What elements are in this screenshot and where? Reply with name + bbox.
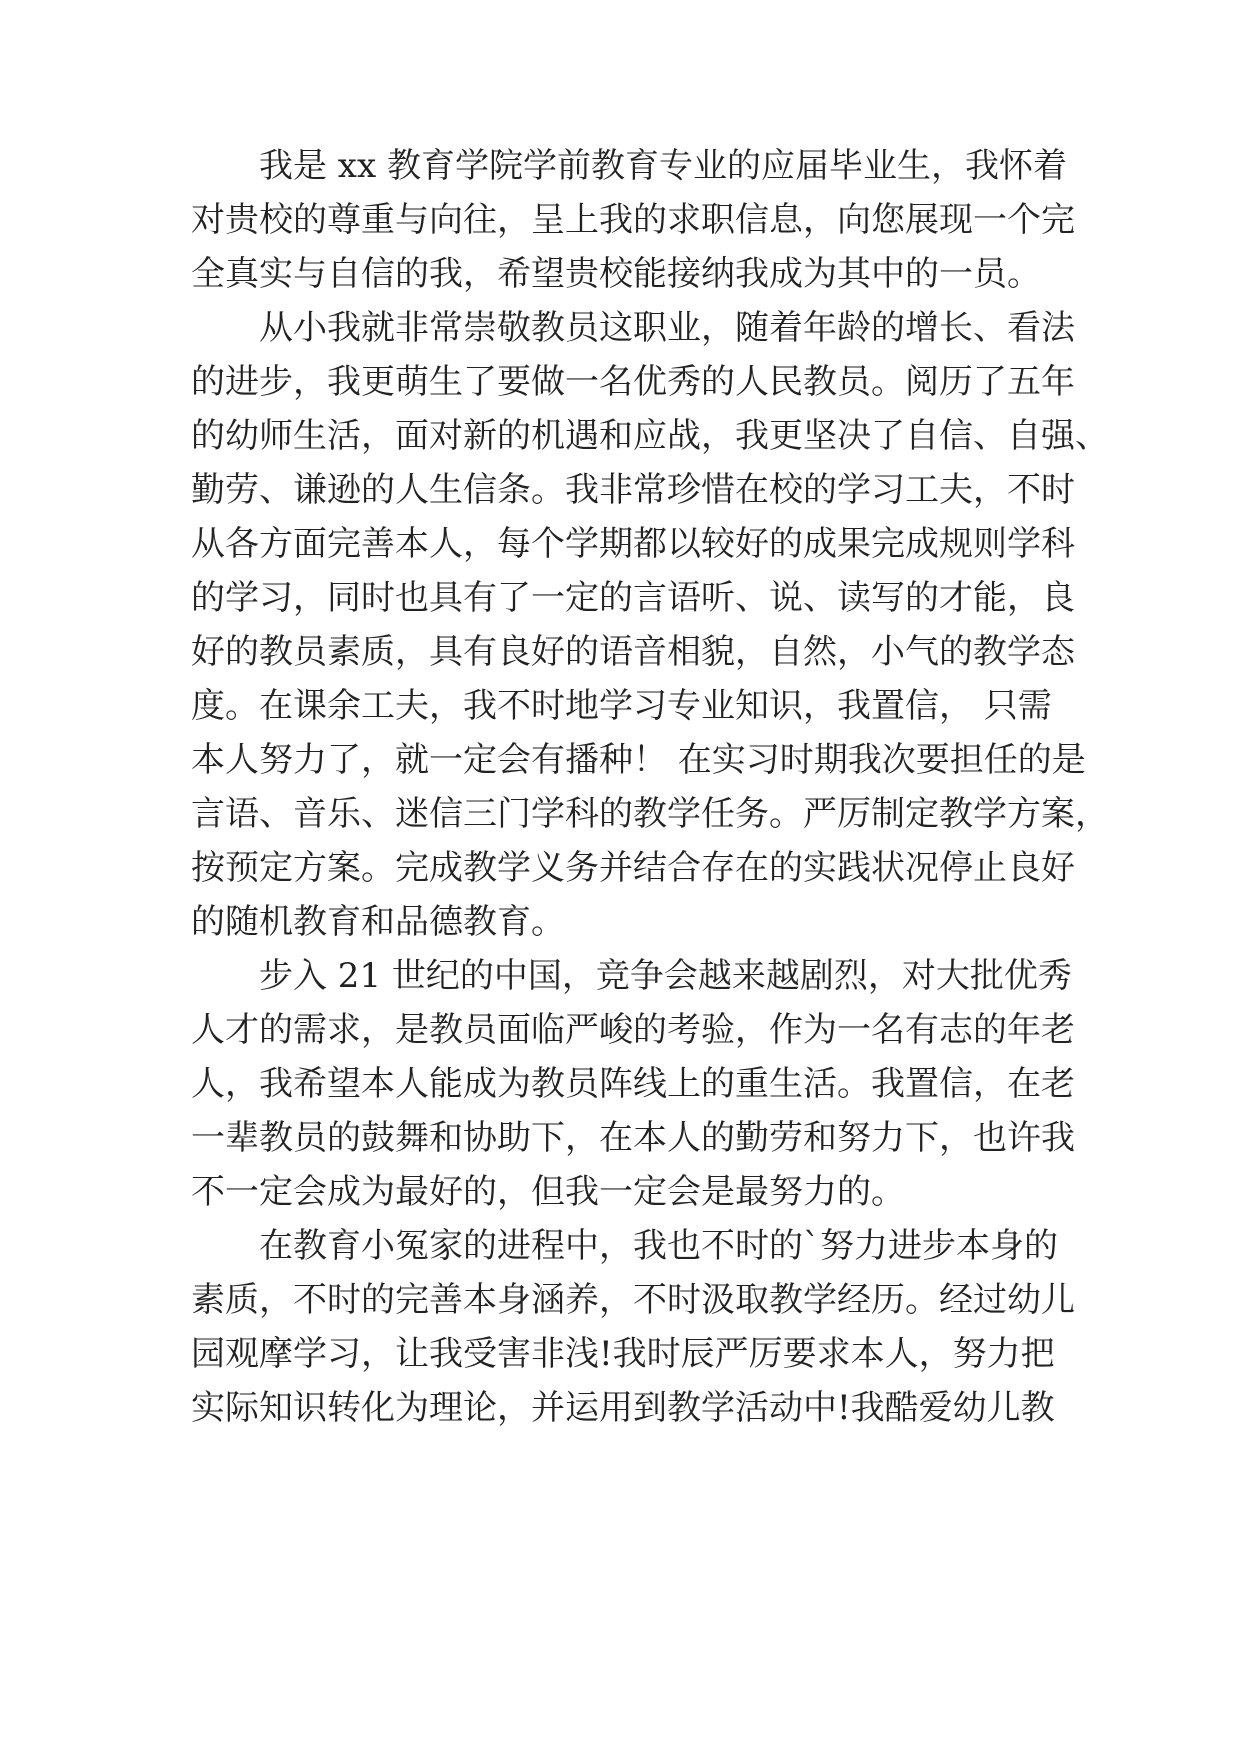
paragraph-2-line-6: 的学习，同时也具有了一定的言语听、说、读写的才能，良 (191, 578, 1075, 618)
paragraph-3-line-5: 不一定会成为最好的，但我一定会是最努力的。 (191, 1172, 905, 1212)
paragraph-2-line-7: 好的教员素质，具有良好的语音相貌，自然，小气的教学态 (191, 632, 1075, 672)
paragraph-4-line-1: 在教育小冤家的进程中，我也不时的`努力进步本身的 (259, 1226, 1058, 1266)
document-page (191, 0, 1109, 1754)
paragraph-2-line-9: 本人努力了，就一定会有播种！ 在实习时期我次要担任的是 (191, 740, 1086, 780)
paragraph-3-line-2: 人才的需求，是教员面临严峻的考验，作为一名有志的年老 (191, 1010, 1075, 1050)
paragraph-1-line-3: 全真实与自信的我，希望贵校能接纳我成为其中的一员。 (191, 254, 1041, 294)
paragraph-2-line-4: 勤劳、谦逊的人生信条。我非常珍惜在校的学习工夫，不时 (191, 470, 1075, 510)
paragraph-2-line-2: 的进步，我更萌生了要做一名优秀的人民教员。阅历了五年 (191, 362, 1075, 402)
paragraph-2-line-10: 言语、音乐、迷信三门学科的教学任务。严厉制定教学方案， (191, 794, 1109, 834)
paragraph-3-line-1: 步入 21 世纪的中国，竞争会越来越剧烈，对大批优秀 (259, 956, 1072, 996)
paragraph-2-line-12: 的随机教育和品德教育。 (191, 902, 565, 942)
paragraph-2-line-3: 的幼师生活，面对新的机遇和应战，我更坚决了自信、自强、 (191, 416, 1109, 456)
paragraph-1-line-1: 我是 xx 教育学院学前教育专业的应届毕业生，我怀着 (259, 146, 1067, 186)
paragraph-2-line-1: 从小我就非常崇敬教员这职业，随着年龄的增长、看法 (259, 308, 1075, 348)
paragraph-2-line-5: 从各方面完善本人，每个学期都以较好的成果完成规则学科 (191, 524, 1075, 564)
paragraph-1-line-2: 对贵校的尊重与向往，呈上我的求职信息，向您展现一个完 (191, 200, 1075, 240)
paragraph-4-line-2: 素质，不时的完善本身涵养，不时汲取教学经历。经过幼儿 (191, 1280, 1075, 1320)
paragraph-3-line-3: 人，我希望本人能成为教员阵线上的重生活。我置信，在老 (191, 1064, 1075, 1104)
paragraph-4-line-4: 实际知识转化为理论，并运用到教学活动中!我酷爱幼儿教 (191, 1388, 1055, 1428)
paragraph-3-line-4: 一辈教员的鼓舞和协助下，在本人的勤劳和努力下，也许我 (191, 1118, 1075, 1158)
paragraph-2-line-11: 按预定方案。完成教学义务并结合存在的实践状况停止良好 (191, 848, 1075, 888)
paragraph-4-line-3: 园观摩学习，让我受害非浅!我时辰严厉要求本人，努力把 (191, 1334, 1055, 1374)
paragraph-2-line-8: 度。在课余工夫，我不时地学习专业知识，我置信， 只需 (191, 686, 1052, 726)
